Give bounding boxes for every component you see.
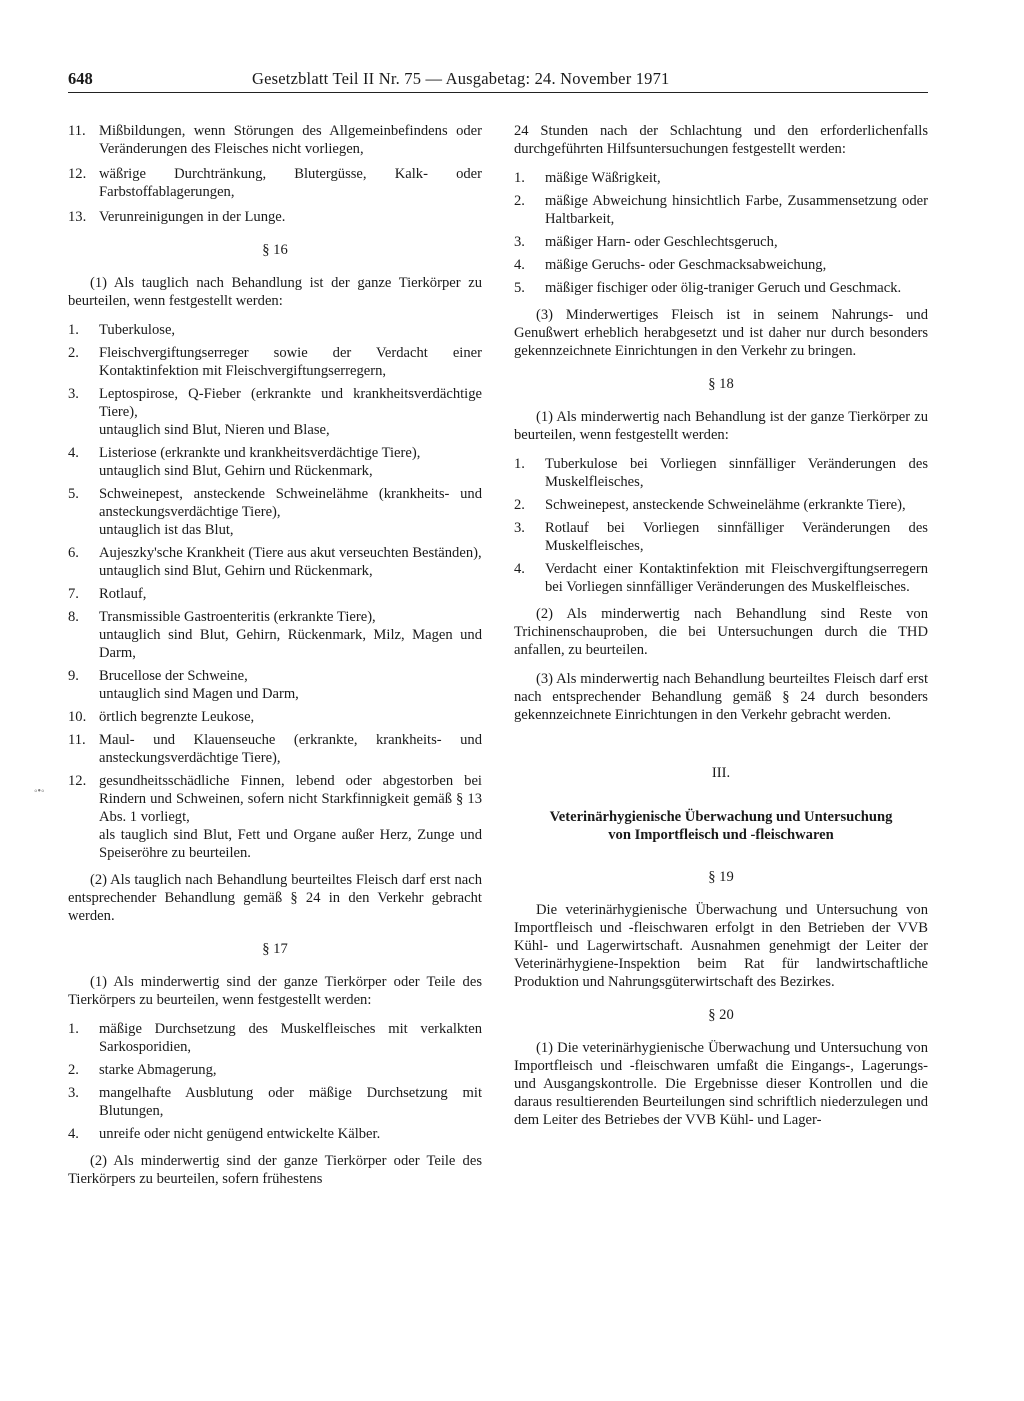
item-number: 11. <box>68 732 86 748</box>
right-column <box>514 122 928 1140</box>
item-text: Verunreinigungen in der Lunge. <box>99 209 286 225</box>
item-number: 4. <box>514 561 525 577</box>
item-text: Tuberkulose bei Vorliegen sinnfälliger Veränderungen des Muskelfleisches, <box>545 456 928 490</box>
section-16-intro: (1) Als tauglich nach Behandlung ist der ganze Tierkörper zu beurteilen, wenn festgestellt werden: <box>68 275 482 309</box>
list-item <box>68 122 482 158</box>
item-line: Aujeszky'sche Krankheit (Tiere aus akut verseuchten Beständen), <box>99 545 482 561</box>
item-text: wäßrige Durchtränkung, Blutergüsse, Kalk- oder Farbstoffablagerungen, <box>99 166 482 200</box>
list-item <box>68 385 482 439</box>
item-number: 5. <box>68 486 79 502</box>
item-number: 2. <box>68 1062 79 1078</box>
list-item <box>514 233 928 251</box>
item-line: Listeriose (erkrankte und krankheitsverdächtige Tiere), <box>99 445 421 461</box>
list-item <box>68 731 482 767</box>
list-item <box>514 496 928 514</box>
item-line: Leptospirose, Q-Fieber (erkrankte und krankheitsverdächtige Tiere), <box>99 386 482 420</box>
item-text: mangelhafte Ausblutung oder mäßige Durchsetzung mit Blutungen, <box>99 1085 482 1119</box>
section-17-para-2-continued: 24 Stunden nach der Schlachtung und den erforderlichenfalls durchgeführten Hilfsuntersuchungen festgestellt werden: <box>514 123 928 157</box>
item-line: untauglich sind Blut, Gehirn und Rückenmark, <box>99 463 373 479</box>
item-line: untauglich ist das Blut, <box>99 522 234 538</box>
item-number: 1. <box>68 1021 79 1037</box>
item-line: Tuberkulose, <box>99 322 176 338</box>
left-column <box>68 122 482 1199</box>
item-number: 3. <box>514 520 525 536</box>
chapter-number: III. <box>711 765 731 781</box>
chapter-heading <box>514 808 928 844</box>
item-number: 3. <box>68 1085 79 1101</box>
section-heading-20: § 20 <box>708 1007 734 1023</box>
section-16-para-2: (2) Als tauglich nach Behandlung beurteiltes Fleisch darf erst nach entsprechender Behandlung gemäß § 24 in den Verkehr gebracht werden. <box>68 872 482 924</box>
item-number: 13. <box>68 209 87 225</box>
page-header <box>68 64 928 93</box>
item-text: mäßige Geruchs- oder Geschmacksabweichung, <box>545 257 827 273</box>
item-line: untauglich sind Magen und Darm, <box>99 686 299 702</box>
item-line: Schweinepest, ansteckende Schweinelähme (krankheits- und ansteckungsverdächtige Tiere), <box>99 486 482 520</box>
item-number: 6. <box>68 545 79 561</box>
list-item <box>68 344 482 380</box>
list-item <box>68 485 482 539</box>
item-text: mäßige Wäßrigkeit, <box>545 170 661 186</box>
item-number: 4. <box>68 445 79 461</box>
item-text: mäßiger Harn- oder Geschlechtsgeruch, <box>545 234 778 250</box>
list-item <box>68 772 482 862</box>
item-text: mäßige Durchsetzung des Muskelfleisches mit verkalkten Sarkosporidien, <box>99 1021 482 1055</box>
item-number: 7. <box>68 586 79 602</box>
item-number: 1. <box>68 322 79 338</box>
section-heading-17: § 17 <box>262 941 288 957</box>
list-item <box>514 455 928 491</box>
list-item <box>514 279 928 297</box>
gazette-title: Gesetzblatt Teil II Nr. 75 — Ausgabetag: 24. November 1971 <box>252 69 670 88</box>
item-text: mäßige Abweichung hinsichtlich Farbe, Zusammensetzung oder Haltbarkeit, <box>545 193 928 227</box>
item-line: Brucellose der Schweine, <box>99 668 248 684</box>
chapter-heading-line-2: von Importfleisch und -fleischwaren <box>608 827 834 843</box>
item-number: 9. <box>68 668 79 684</box>
section-heading-16: § 16 <box>262 242 288 258</box>
item-number: 3. <box>68 386 79 402</box>
list-item <box>68 1084 482 1120</box>
list-item <box>68 667 482 703</box>
item-line: Fleischvergiftungserreger sowie der Verdacht einer Kontaktinfektion mit Fleischvergiftungserregern, <box>99 345 482 379</box>
item-text: starke Abmagerung, <box>99 1062 217 1078</box>
list-item <box>68 208 482 226</box>
page-number: 648 <box>68 69 93 88</box>
section-17-intro: (1) Als minderwertig sind der ganze Tierkörper oder Teile des Tierkörpers zu beurteilen, wenn festgestellt werden: <box>68 974 482 1008</box>
item-line: Maul- und Klauenseuche (erkrankte, krankheits- und ansteckungsverdächtige Tiere), <box>99 732 482 766</box>
item-number: 12. <box>68 166 87 182</box>
section-18-intro: (1) Als minderwertig nach Behandlung ist der ganze Tierkörper zu beurteilen, wenn festgestellt werden: <box>514 409 928 443</box>
item-line: untauglich sind Blut, Gehirn, Rückenmark, Milz, Magen und Darm, <box>99 627 482 661</box>
margin-mark: ◦•◦ <box>34 786 45 797</box>
item-text: Mißbildungen, wenn Störungen des Allgemeinbefindens oder Veränderungen des Fleisches nicht vorliegen, <box>99 123 482 157</box>
list-item <box>514 519 928 555</box>
list-item <box>514 192 928 228</box>
item-number: 5. <box>514 280 525 296</box>
section-18-para-2: (2) Als minderwertig nach Behandlung sind Reste von Trichinenschauproben, die bei Untersuchungen durch die THD anfallen, zu beurteilen. <box>514 606 928 658</box>
item-line: als tauglich sind Blut, Fett und Organe außer Herz, Zunge und Speiseröhre zu beurteilen. <box>99 827 482 861</box>
item-number: 2. <box>514 193 525 209</box>
list-item <box>68 1061 482 1079</box>
section-19-text: Die veterinärhygienische Überwachung und Untersuchung von Importfleisch und -fleischwaren erfolgt in den Betrieben der VVB Kühl- und Lagerwirtschaft. Ausnahmen genehmigt der Leiter der Veterinärhygiene-Inspektion beim Rat für landwirtschaftliche Produktion und Nahrungsgüterwirtschaft des Bezirkes. <box>514 902 928 990</box>
item-number: 3. <box>514 234 525 250</box>
item-text: mäßiger fischiger oder ölig-traniger Geruch und Geschmack. <box>545 280 902 296</box>
list-item <box>514 256 928 274</box>
item-number: 4. <box>514 257 525 273</box>
list-item <box>68 1020 482 1056</box>
item-number: 1. <box>514 170 525 186</box>
item-text: Verdacht einer Kontaktinfektion mit Fleischvergiftungserregern bei Vorliegen sinnfälliger Veränderungen des Muskelfleisches. <box>545 561 928 595</box>
item-number: 2. <box>514 497 525 513</box>
chapter-heading-line-1: Veterinärhygienische Überwachung und Untersuchung <box>549 809 893 825</box>
list-item <box>68 321 482 339</box>
list-item <box>68 1125 482 1143</box>
item-number: 12. <box>68 773 87 789</box>
item-line: Rotlauf, <box>99 586 147 602</box>
item-line: Transmissible Gastroenteritis (erkrankte Tiere), <box>99 609 376 625</box>
list-item <box>68 708 482 726</box>
item-text: unreife oder nicht genügend entwickelte Kälber. <box>99 1126 381 1142</box>
item-number: 8. <box>68 609 79 625</box>
item-line: gesundheitsschädliche Finnen, lebend oder abgestorben bei Rindern und Schweinen, sofern nicht Starkfinnigkeit gemäß § 13 Abs. 1 vorliegt, <box>99 773 482 825</box>
list-item <box>514 169 928 187</box>
section-17-para-2: (2) Als minderwertig sind der ganze Tierkörper oder Teile des Tierkörpers zu beurteilen, sofern frühestens <box>68 1153 482 1187</box>
section-17-para-3: (3) Minderwertiges Fleisch ist in seinem Nahrungs- und Genußwert erheblich herabgesetzt und ist daher nur durch besonders gekennzeichnete Einrichtungen in den Verkehr zu bringen. <box>514 307 928 359</box>
item-text: Schweinepest, ansteckende Schweinelähme (erkrankte Tiere), <box>545 497 906 513</box>
item-line: örtlich begrenzte Leukose, <box>99 709 255 725</box>
item-number: 11. <box>68 123 86 139</box>
list-item <box>68 608 482 662</box>
item-number: 10. <box>68 709 87 725</box>
item-line: untauglich sind Blut, Nieren und Blase, <box>99 422 330 438</box>
item-line: untauglich sind Blut, Gehirn und Rückenmark, <box>99 563 373 579</box>
list-item <box>68 165 482 201</box>
section-heading-19: § 19 <box>708 869 734 885</box>
list-item <box>68 544 482 580</box>
list-item <box>514 560 928 596</box>
section-18-para-3: (3) Als minderwertig nach Behandlung beurteiltes Fleisch darf erst nach entsprechender Behandlung gemäß § 24 durch besonders gekennzeichnete Einrichtungen in den Verkehr gebracht werden. <box>514 671 928 723</box>
item-text: Rotlauf bei Vorliegen sinnfälliger Veränderungen des Muskelfleisches, <box>545 520 928 554</box>
item-number: 1. <box>514 456 525 472</box>
item-number: 4. <box>68 1126 79 1142</box>
item-number: 2. <box>68 345 79 361</box>
list-item <box>68 444 482 480</box>
section-heading-18: § 18 <box>708 376 734 392</box>
section-20-text: (1) Die veterinärhygienische Überwachung und Untersuchung von Importfleisch und -fleischwaren umfaßt die Eingangs-, Lagerungs- und Ausgangskontrolle. Die Ergebnisse dieser Kontrollen und die daraus resultierenden Beurteilungen sind schriftlich niederzulegen und dem Leiter des Betriebes der VVB Kühl- und Lager- <box>514 1040 928 1128</box>
list-item <box>68 585 482 603</box>
